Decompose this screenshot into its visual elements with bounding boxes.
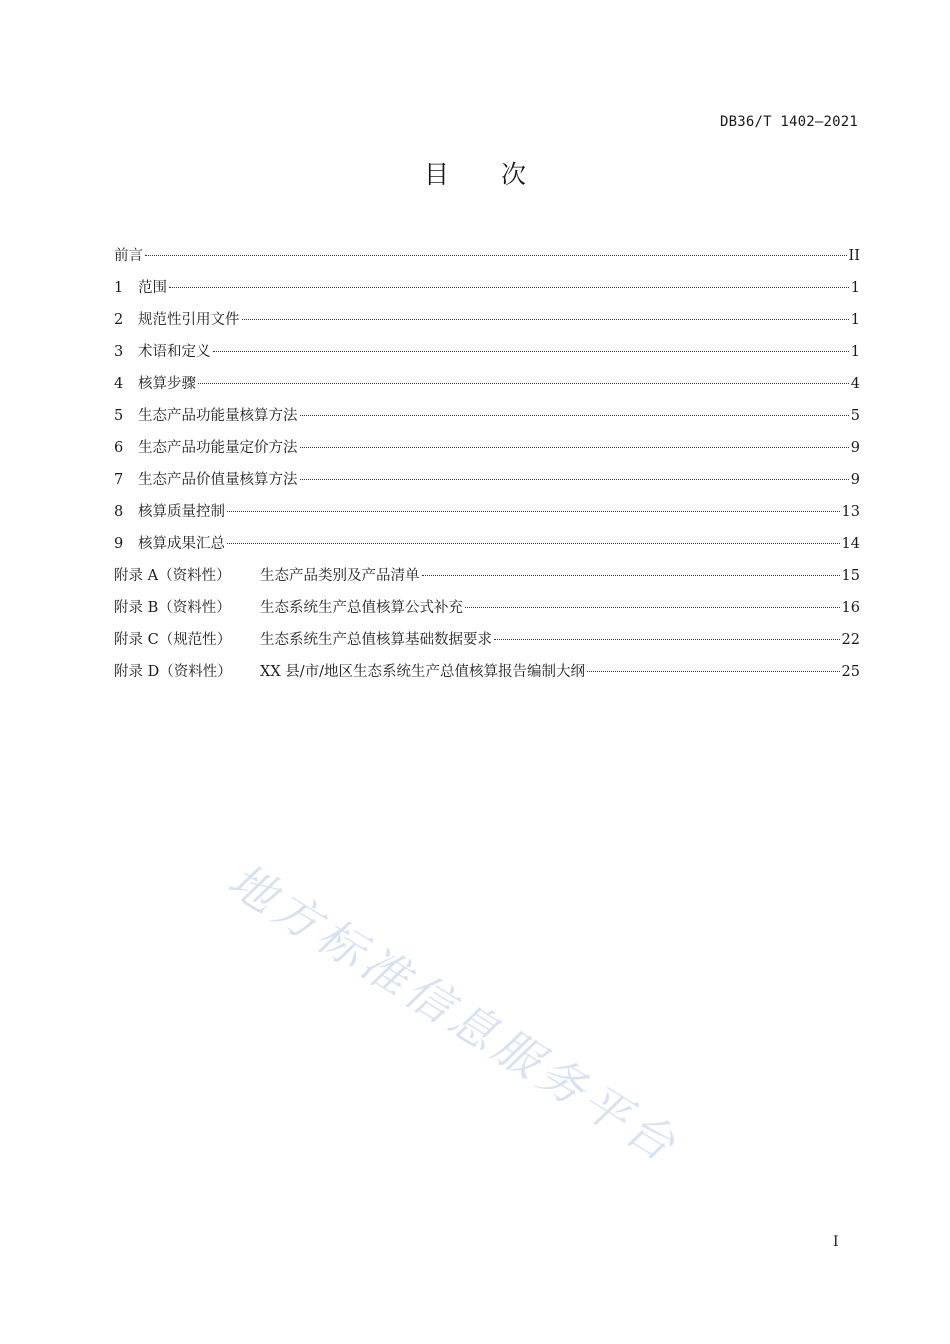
watermark: 地方标准信息服务平台 <box>219 852 689 1174</box>
toc-appendix-label: 附录 C（规范性） <box>114 632 232 648</box>
toc-entry-number: 7 <box>114 472 124 488</box>
toc-entry-page: 4 <box>850 376 860 392</box>
toc-entry[interactable] <box>114 596 860 628</box>
toc-entry-title: 前言 <box>114 248 143 264</box>
toc-entry-title: 规范性引用文件 <box>138 312 240 328</box>
toc-entry[interactable] <box>114 436 860 468</box>
toc-entry[interactable] <box>114 340 860 372</box>
toc-entry-number: 5 <box>114 408 124 424</box>
toc-entry-page: II <box>848 248 860 264</box>
toc-entry-page: 14 <box>841 536 860 552</box>
toc-entry-title: 生态产品类别及产品清单 <box>260 568 420 584</box>
table-of-contents <box>114 244 860 692</box>
toc-entry-page: 5 <box>850 408 860 424</box>
toc-entry[interactable] <box>114 308 860 340</box>
toc-entry-number: 8 <box>114 504 124 520</box>
toc-entry-page: 9 <box>850 440 860 456</box>
toc-entry[interactable] <box>114 244 860 276</box>
toc-dot-leader <box>494 639 840 640</box>
toc-appendix-label: 附录 A（资料性） <box>114 568 231 584</box>
document-code: DB36/T 1402—2021 <box>719 114 858 130</box>
toc-dot-leader <box>422 575 840 576</box>
toc-entry-title: 生态产品价值量核算方法 <box>138 472 298 488</box>
toc-entry-title: 核算成果汇总 <box>138 536 225 552</box>
toc-entry-page: 15 <box>841 568 860 584</box>
toc-dot-leader <box>213 351 849 352</box>
toc-dot-leader <box>198 383 849 384</box>
toc-dot-leader <box>242 319 849 320</box>
page-number: I <box>833 1234 839 1250</box>
toc-entry[interactable] <box>114 372 860 404</box>
toc-entry-page: 1 <box>850 344 860 360</box>
toc-entry[interactable] <box>114 660 860 692</box>
toc-dot-leader <box>169 287 849 288</box>
toc-entry-title: 生态产品功能量定价方法 <box>138 440 298 456</box>
toc-entry-page: 25 <box>841 664 860 680</box>
toc-entry-title: 术语和定义 <box>138 344 211 360</box>
page-title: 目次 <box>423 160 578 189</box>
toc-entry[interactable] <box>114 468 860 500</box>
toc-entry-title: 核算质量控制 <box>138 504 225 520</box>
toc-entry[interactable] <box>114 404 860 436</box>
toc-entry[interactable] <box>114 564 860 596</box>
toc-entry-page: 9 <box>850 472 860 488</box>
toc-entry-title: 生态系统生产总值核算公式补充 <box>260 600 463 616</box>
toc-entry[interactable] <box>114 500 860 532</box>
toc-entry-page: 16 <box>841 600 860 616</box>
toc-entry-number: 3 <box>114 344 124 360</box>
toc-entry-number: 1 <box>114 280 124 296</box>
toc-entry[interactable] <box>114 628 860 660</box>
toc-appendix-label: 附录 B（资料性） <box>114 600 231 616</box>
toc-appendix-label: 附录 D（资料性） <box>114 664 232 680</box>
toc-entry-page: 1 <box>850 280 860 296</box>
toc-entry-page: 1 <box>850 312 860 328</box>
toc-dot-leader <box>227 511 840 512</box>
toc-entry-title: 生态系统生产总值核算基础数据要求 <box>260 632 492 648</box>
toc-entry-title: 核算步骤 <box>138 376 196 392</box>
toc-dot-leader <box>300 479 849 480</box>
toc-dot-leader <box>227 543 840 544</box>
toc-dot-leader <box>300 415 849 416</box>
toc-entry[interactable] <box>114 532 860 564</box>
toc-entry-number: 2 <box>114 312 124 328</box>
toc-entry-number: 6 <box>114 440 124 456</box>
toc-entry-page: 22 <box>841 632 860 648</box>
toc-entry-number: 9 <box>114 536 124 552</box>
toc-dot-leader <box>465 607 840 608</box>
toc-entry-page: 13 <box>841 504 860 520</box>
toc-entry-title: 生态产品功能量核算方法 <box>138 408 298 424</box>
toc-dot-leader <box>145 255 847 256</box>
toc-entry-title: 范围 <box>138 280 167 296</box>
toc-dot-leader <box>587 671 840 672</box>
toc-entry-title: XX 县/市/地区生态系统生产总值核算报告编制大纲 <box>260 664 586 680</box>
toc-entry-number: 4 <box>114 376 124 392</box>
toc-dot-leader <box>300 447 849 448</box>
toc-entry[interactable] <box>114 276 860 308</box>
